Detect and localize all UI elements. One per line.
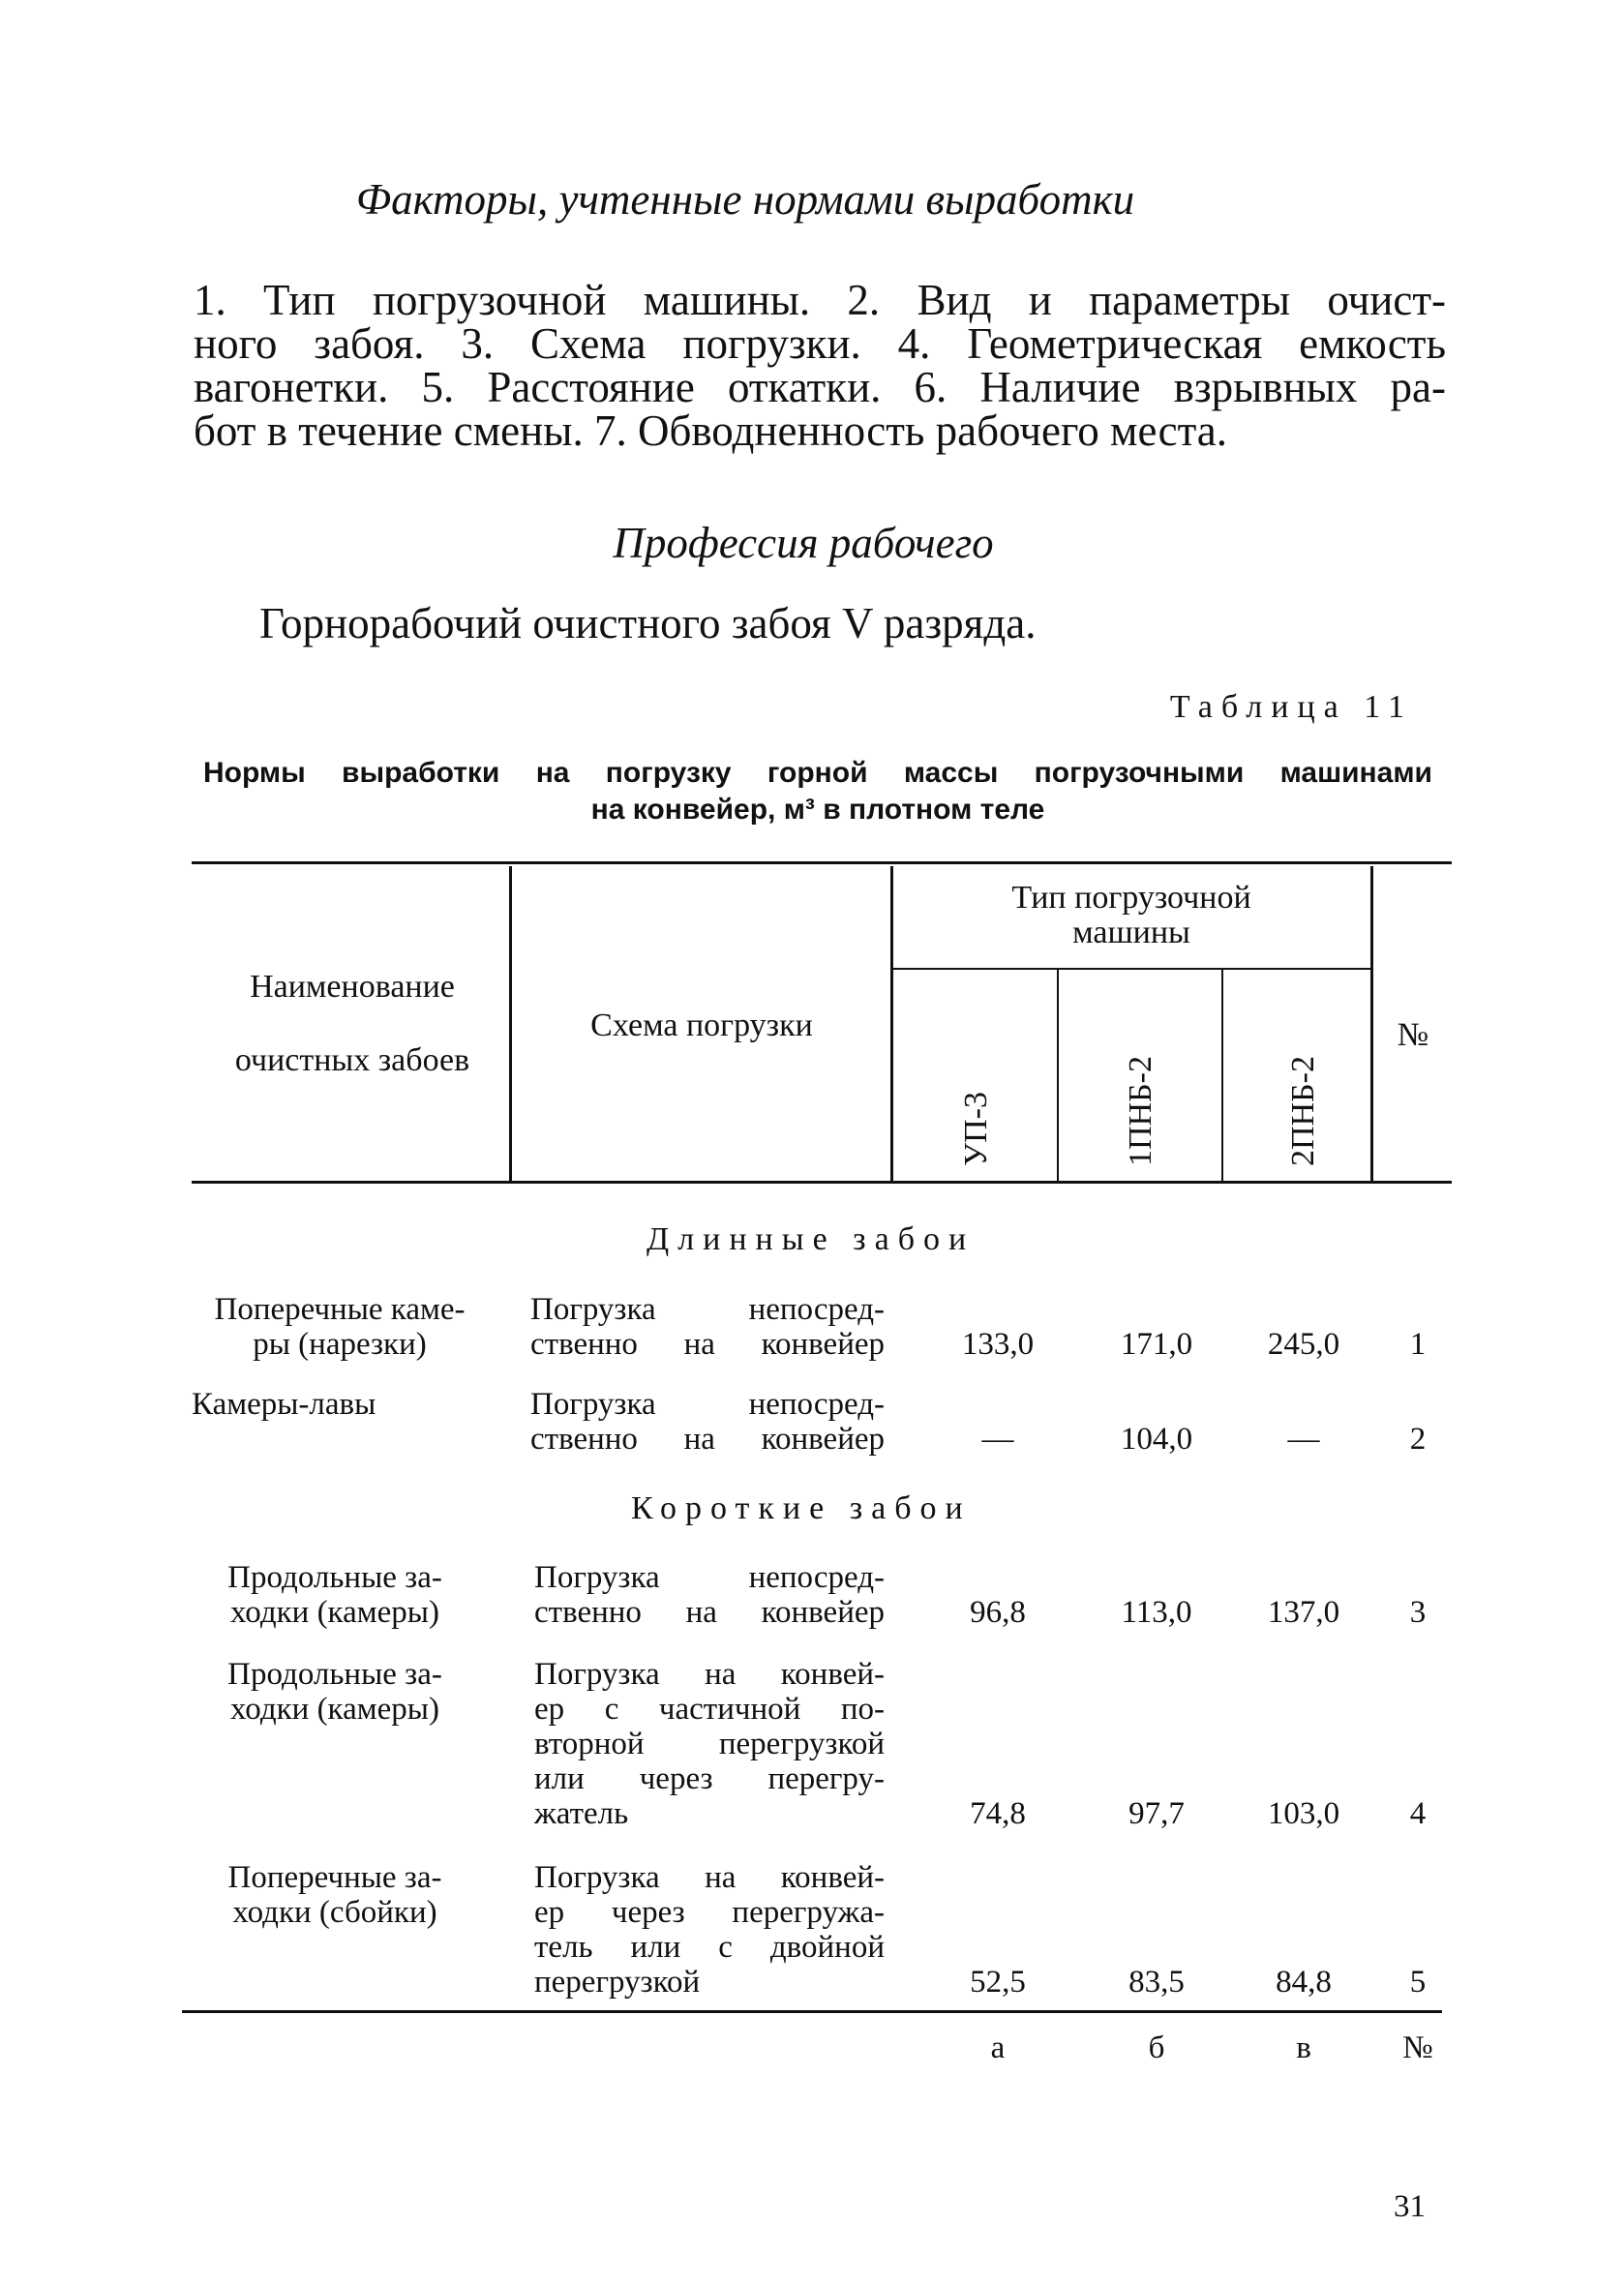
row-4-name-line: Продольные за- bbox=[227, 1657, 442, 1692]
table-title-line2: на конвейер, м³ в плотном теле bbox=[590, 794, 1045, 826]
row-5-scheme-line: ер через перегружа- bbox=[534, 1895, 885, 1930]
column-divider bbox=[1057, 970, 1059, 1181]
row-1-scheme-line: ственно на конвейер bbox=[530, 1327, 885, 1362]
row-5-value-2pnb2: 84,8 bbox=[1276, 1965, 1332, 2000]
row-1-name-line: ры (нарезки) bbox=[253, 1327, 427, 1362]
column-code-v: в bbox=[1296, 2030, 1311, 2065]
row-4-value-up3: 74,8 bbox=[970, 1796, 1026, 1831]
page-number: 31 bbox=[1394, 2189, 1426, 2224]
profession-text: Горнорабочий очистного забоя V разряда. bbox=[259, 599, 1037, 647]
row-4-scheme-line: или через перегру- bbox=[534, 1761, 885, 1796]
row-5-scheme-line: Погрузка на конвей- bbox=[534, 1860, 885, 1895]
row-5-scheme-line: перегрузкой bbox=[534, 1965, 701, 2000]
row-4-value-1pnb2: 97,7 bbox=[1128, 1796, 1185, 1831]
table-title-line1: Нормы выработки на погрузку горной массы погрузочными машинами bbox=[203, 757, 1432, 789]
row-2-value-1pnb2: 104,0 bbox=[1120, 1422, 1193, 1457]
profession-heading: Профессия рабочего bbox=[613, 519, 994, 567]
column-divider bbox=[1370, 866, 1373, 1181]
row-3-number: 3 bbox=[1409, 1595, 1427, 1630]
row-2-scheme-line: Погрузка непосред- bbox=[530, 1387, 885, 1422]
header-machine-up3: УП-3 bbox=[958, 1092, 994, 1166]
row-1-value-up3: 133,0 bbox=[961, 1327, 1035, 1362]
row-4-scheme-line: ер с частичной по- bbox=[534, 1692, 885, 1727]
row-5-name-line: ходки (сбойки) bbox=[232, 1895, 437, 1930]
header-machine-type-line2: машины bbox=[1072, 915, 1190, 950]
row-1-value-2pnb2: 245,0 bbox=[1267, 1327, 1340, 1362]
row-3-value-up3: 96,8 bbox=[970, 1595, 1026, 1630]
table-header-bottom-rule bbox=[192, 1181, 1452, 1184]
row-3-name-line: Продольные за- bbox=[227, 1560, 442, 1595]
row-5-name-line: Поперечные за- bbox=[227, 1860, 442, 1895]
row-1-number: 1 bbox=[1409, 1327, 1427, 1362]
row-3-scheme-line: Погрузка непосред- bbox=[534, 1560, 885, 1595]
table-title bbox=[203, 755, 1432, 828]
row-2-name bbox=[180, 1387, 463, 1422]
row-2-scheme-line: ственно на конвейер bbox=[530, 1422, 885, 1457]
header-machine-1pnb2: 1ПНБ-2 bbox=[1123, 1056, 1158, 1166]
row-4-scheme-line: Погрузка на конвей- bbox=[534, 1657, 885, 1692]
factors-line: вагонетки. 5. Расстояние откатки. 6. Наличие взрывных ра- bbox=[194, 363, 1446, 411]
row-4-number: 4 bbox=[1409, 1796, 1427, 1831]
row-1-name-line: Поперечные каме- bbox=[214, 1292, 466, 1327]
column-divider bbox=[1221, 970, 1223, 1181]
header-name-line1: Наименование bbox=[250, 969, 455, 1005]
row-1-name bbox=[180, 1292, 499, 1362]
column-divider bbox=[509, 866, 512, 1181]
row-5-scheme-line: тель или с двойной bbox=[534, 1930, 885, 1965]
row-3-scheme bbox=[534, 1560, 885, 1630]
table-label: Таблица 11 bbox=[1169, 689, 1413, 725]
column-code-a: а bbox=[990, 2030, 1006, 2065]
section-short-faces: Короткие забои bbox=[631, 1490, 972, 1526]
row-2-name-line: Камеры-лавы bbox=[192, 1387, 376, 1422]
header-machine-2pnb2: 2ПНБ-2 bbox=[1285, 1056, 1321, 1166]
factors-line: бот в течение смены. 7. Обводненность рабочего места. bbox=[194, 406, 1228, 455]
machine-type-rule bbox=[892, 968, 1370, 970]
row-2-scheme bbox=[530, 1387, 885, 1457]
row-5-number: 5 bbox=[1409, 1965, 1427, 2000]
section-long-faces: Длинные забои bbox=[647, 1221, 976, 1257]
header-scheme: Схема погрузки bbox=[590, 1008, 813, 1043]
row-4-scheme-line: вторной перегрузкой bbox=[534, 1727, 885, 1761]
row-4-name bbox=[180, 1657, 490, 1727]
row-1-value-1pnb2: 171,0 bbox=[1120, 1327, 1193, 1362]
header-number: № bbox=[1397, 1017, 1429, 1053]
row-1-scheme-line: Погрузка непосред- bbox=[530, 1292, 885, 1327]
header-name-line2: очистных забоев bbox=[234, 1042, 470, 1078]
row-2-value-up3: — bbox=[981, 1422, 1014, 1457]
header-machine-type bbox=[895, 881, 1368, 950]
column-code-b: б bbox=[1148, 2030, 1165, 2065]
header-machine-type-line1: Тип погрузочной bbox=[1011, 880, 1251, 916]
row-4-value-2pnb2: 103,0 bbox=[1267, 1796, 1340, 1831]
row-2-value-2pnb2: — bbox=[1287, 1422, 1320, 1457]
row-3-scheme-line: ственно на конвейер bbox=[534, 1595, 885, 1630]
factors-line: ного забоя. 3. Схема погрузки. 4. Геометрическая емкость bbox=[194, 319, 1446, 368]
row-5-name bbox=[180, 1860, 490, 1930]
row-3-name-line: ходки (камеры) bbox=[230, 1595, 439, 1630]
row-3-name bbox=[180, 1560, 490, 1630]
table-top-rule bbox=[192, 861, 1452, 864]
row-3-value-1pnb2: 113,0 bbox=[1121, 1595, 1192, 1630]
row-3-value-2pnb2: 137,0 bbox=[1267, 1595, 1340, 1630]
header-name bbox=[198, 968, 506, 1080]
row-4-scheme-line: жатель bbox=[534, 1796, 629, 1831]
row-1-scheme bbox=[530, 1292, 885, 1362]
factors-heading: Факторы, учтенные нормами выработки bbox=[355, 175, 1135, 224]
factors-line: 1. Тип погрузочной машины. 2. Вид и параметры очист- bbox=[194, 276, 1446, 324]
row-5-scheme bbox=[534, 1860, 885, 2000]
row-5-value-up3: 52,5 bbox=[970, 1965, 1026, 2000]
table-bottom-rule bbox=[182, 2010, 1442, 2013]
row-4-name-line: ходки (камеры) bbox=[230, 1692, 439, 1727]
column-code-number: № bbox=[1402, 2030, 1433, 2065]
row-5-value-1pnb2: 83,5 bbox=[1128, 1965, 1185, 2000]
row-4-scheme bbox=[534, 1657, 885, 1831]
row-2-number: 2 bbox=[1409, 1422, 1427, 1457]
column-divider bbox=[890, 866, 893, 1181]
